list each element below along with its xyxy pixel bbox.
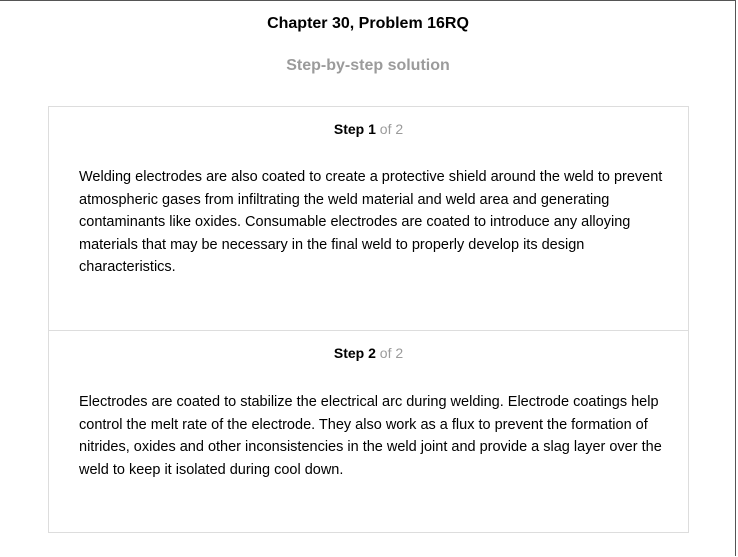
step-number: 2 xyxy=(368,345,376,361)
solution-card xyxy=(48,106,689,533)
step-text: Electrodes are coated to stabilize the electrical arc during welding. Electrode coatings help control the melt rate of the electrode. They also work as a flux to prevent the formation of nitrides, oxides and other inconsistencies in the weld joint and provide a slag layer over the weld to keep it isolated during cool down. xyxy=(79,394,662,478)
step-section-1 xyxy=(49,107,688,331)
step-number: 1 xyxy=(368,121,376,137)
step-label: Step xyxy=(333,121,365,137)
step-of-total: of 2 xyxy=(379,121,404,137)
step-header xyxy=(49,343,688,363)
step-header xyxy=(49,119,688,139)
step-section-2 xyxy=(49,331,688,532)
step-text: Welding electrodes are also coated to create a protective shield around the weld to prevent atmospheric gases from infiltrating the weld material and weld area and generating contaminants like oxides. Consumable electrodes are coated to introduce any alloying materials that may be necessary in the final weld to properly develop its design characteristics. xyxy=(79,169,663,275)
page-subtitle: Step-by-step solution xyxy=(286,57,450,74)
step-label: Step xyxy=(333,345,365,361)
step-of-total: of 2 xyxy=(379,345,404,361)
page-title: Chapter 30, Problem 16RQ xyxy=(267,15,469,32)
